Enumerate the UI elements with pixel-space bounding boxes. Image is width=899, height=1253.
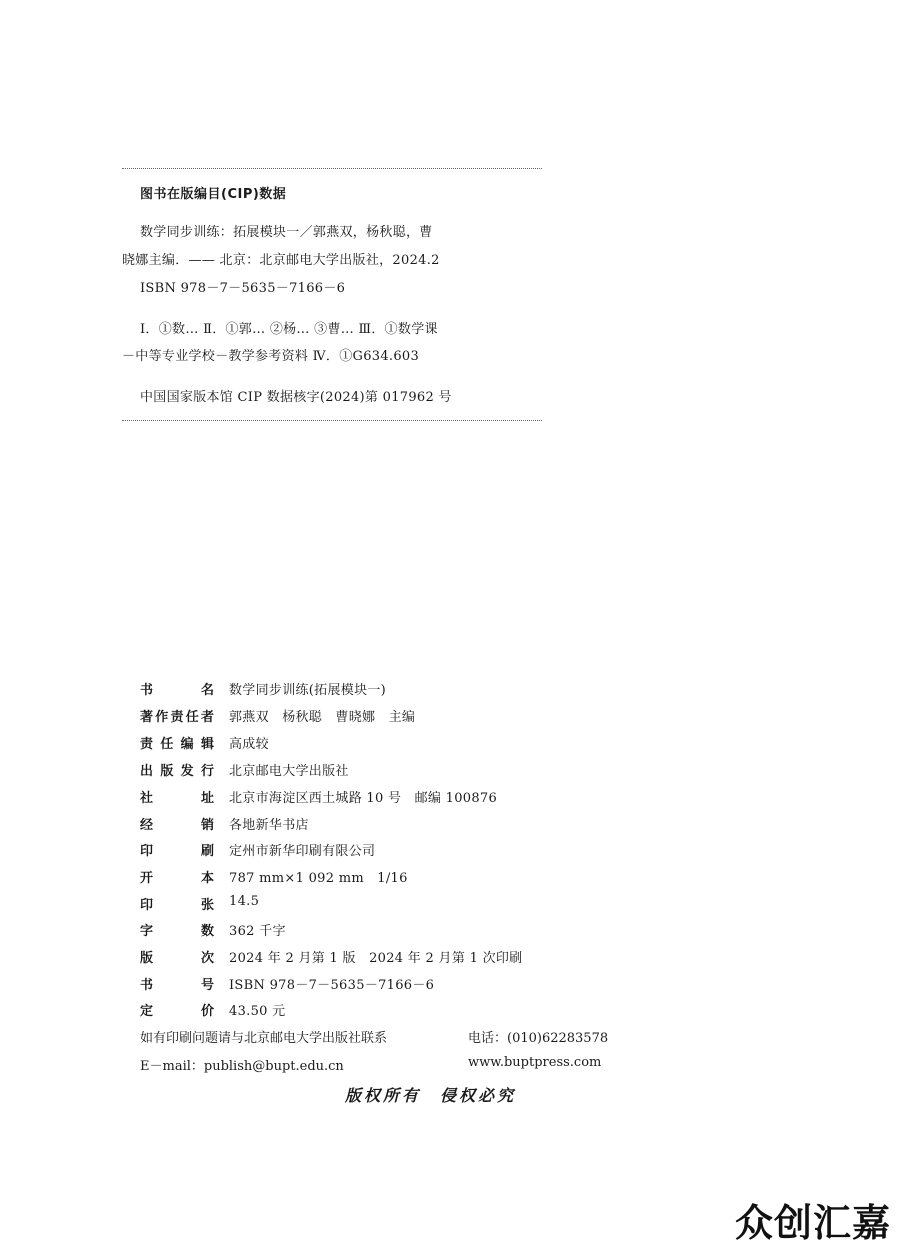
info-value: 高成较 [229, 737, 269, 752]
info-value: 14.5 [229, 894, 260, 909]
info-label: 责任编辑 [140, 737, 214, 752]
info-value: 北京市海淀区西土城路 10 号 邮编 100876 [229, 791, 498, 806]
info-label: 定价 [140, 1004, 214, 1019]
info-label: 经销 [140, 818, 214, 833]
info-label: 字数 [140, 924, 214, 939]
info-label: 印张 [140, 898, 214, 913]
info-value: 2024 年 2 月第 1 版 2024 年 2 月第 1 次印刷 [229, 951, 523, 966]
cip-subject-line2: －中等专业学校－教学参考资料 Ⅳ．①G634.603 [122, 349, 420, 364]
info-value: 787 mm×1 092 mm 1/16 [229, 871, 408, 886]
cip-number: 中国国家版本馆 CIP 数据核字(2024)第 017962 号 [140, 390, 452, 405]
watermark-logo: 众创汇嘉 [734, 1201, 891, 1245]
publisher-website: www.buptpress.com [468, 1055, 602, 1070]
cip-top-divider [122, 168, 542, 169]
info-label: 著作责任者 [140, 710, 214, 725]
info-value: 北京邮电大学出版社 [229, 764, 349, 779]
info-value: 数学同步训练(拓展模块一) [229, 683, 387, 698]
cip-isbn: ISBN 978－7－5635－7166－6 [140, 281, 346, 296]
contact-phone: 电话：(010)62283578 [468, 1031, 609, 1046]
copyright-notice: 版权所有 侵权必究 [345, 1086, 517, 1105]
info-value: 郭燕双 杨秋聪 曹晓娜 主编 [229, 710, 416, 725]
info-value: 43.50 元 [229, 1004, 286, 1019]
info-value: 各地新华书店 [229, 818, 309, 833]
contact-note: 如有印刷问题请与北京邮电大学出版社联系 [140, 1031, 388, 1046]
info-value: 定州市新华印刷有限公司 [229, 844, 376, 859]
info-label: 书号 [140, 978, 214, 993]
cip-entry-line2: 晓娜主编．—— 北京：北京邮电大学出版社，2024.2 [122, 253, 440, 268]
info-label: 版次 [140, 951, 214, 966]
contact-email: E－mail：publish@bupt.edu.cn [140, 1059, 344, 1074]
info-label: 开本 [140, 871, 214, 886]
info-value: ISBN 978－7－5635－7166－6 [229, 978, 435, 993]
cip-entry-line1: 数学同步训练：拓展模块一／郭燕双，杨秋聪，曹 [140, 225, 433, 240]
info-label: 出版发行 [140, 764, 214, 779]
info-label: 印刷 [140, 844, 214, 859]
info-value: 362 千字 [229, 924, 286, 939]
cip-bottom-divider [122, 420, 542, 421]
cip-title: 图书在版编目(CIP)数据 [140, 187, 287, 202]
cip-subject-line1: Ⅰ．①数… Ⅱ．①郭… ②杨… ③曹… Ⅲ．①数学课 [140, 322, 438, 337]
info-label: 书名 [140, 683, 214, 698]
info-label: 社址 [140, 791, 214, 806]
